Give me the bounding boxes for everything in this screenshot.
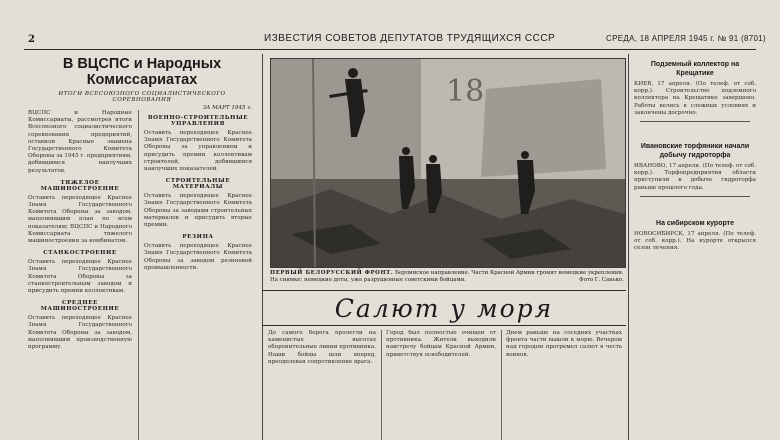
left-intro: ВЦСПС и Народные Комиссариаты, рассмотрев итоги Всесоюзного социалистического соревнования предприятий, оставили Красные знамена Государственного Комитета Обороны за 1945 г. предприятиям, добившимся наилучших результатов.: [28, 110, 133, 174]
divider: [640, 121, 750, 122]
left-section-heading: ТЯЖЕЛОЕ МАШИНОСТРОЕНИЕ: [40, 179, 120, 192]
right-text: НОВОСИБИРСК, 17 апреля. (По телеф. от соб. корр.). На курорте открылся сезон лечения.: [634, 230, 756, 252]
left-section-heading: СТАНКОСТРОЕНИЕ: [43, 250, 117, 257]
masthead-rule: [24, 49, 756, 50]
page-number: 2: [28, 34, 35, 45]
front-photo: [270, 58, 626, 268]
article-col-2: Город был полностью очищен от противника. Жители выходили навстречу бойцам Красной Армии, приветствуя освободителей.: [386, 330, 496, 358]
soldiers-ruins-photo: [271, 59, 625, 267]
photo-credit: Фото Г. Санько.: [579, 277, 624, 283]
column-rule: [381, 330, 382, 440]
masthead: [0, 30, 780, 50]
column-rule: [501, 330, 502, 440]
newspaper-title: ИЗВЕСТИЯ СОВЕТОВ ДЕПУТАТОВ ТРУДЯЩИХСЯ СССР: [264, 33, 556, 44]
left-section-heading: СРЕДНЕЕ МАШИНОСТРОЕНИЕ: [40, 300, 120, 313]
left-section-text: Оставить переходящее Красное Знамя Государственного Комитета Обороны за заводом, выполнившим производственную программу.: [28, 315, 132, 351]
left-kicker: ИТОГИ ВСЕСОЮЗНОГО СОЦИАЛИСТИЧЕСКОГО СОРЕВНОВАНИЯ: [58, 91, 226, 103]
article-col-1: До самого берега пролегли на каменистых высотах оборонительные линии противника. Наши бойцы шли вперед, преодолевая сопротивление врага.: [268, 330, 376, 365]
left-section-text: Оставить переходящее Красное Знамя Государственного Комитета Обороны за станкостроительным заводом и присудить премии коллективам.: [28, 259, 132, 295]
middle-section-text: Оставить переходящее Красное Знамя Государственного Комитета Обороны за заводом резиновой промышленности.: [144, 243, 252, 271]
left-date-line: ЗА МАРТ 1945 г.: [202, 105, 252, 111]
banner-rule: [262, 325, 626, 326]
caption-heading: ПЕРВЫЙ БЕЛОРУССКИЙ ФРОНТ.: [270, 270, 394, 276]
left-subcol-a: [28, 110, 132, 351]
issue-date: СРЕДА, 18 АПРЕЛЯ 1945 г. № 91 (8701): [606, 34, 766, 43]
column-rule: [628, 54, 629, 440]
middle-section-text: Оставить переходящее Красное Знамя Государственного Комитета Обороны за заводами строительных материалов и присудить вторые премии.: [144, 193, 252, 229]
article-banner: [262, 290, 626, 326]
left-heading-line1: В ВЦСПС и Народных: [62, 56, 222, 72]
article-col-3: Днем раньше на соседних участках фронта части вышли к морю. Вечером над городом прогремел салют в честь воинов.: [506, 330, 622, 358]
column-rule: [138, 110, 139, 440]
left-heading-line2: Комиссариатах: [86, 72, 198, 88]
divider: [640, 196, 750, 197]
right-column: [634, 58, 756, 440]
middle-section-text: Оставить переходящее Красное Знамя Государственного Комитета Обороны за управлением и присудить премии коллективам строителей, добившимся наилучших показателей.: [144, 130, 252, 173]
right-heading: Подземный коллектор на Крещатике: [650, 61, 740, 77]
wall-lettering: 18: [446, 74, 485, 109]
caption-text: Берлинское направление. Части Красной Армии громят немецкие укрепления. На снимке: немецкие доты, уже разрушенные советскими бойцами.: [270, 270, 624, 283]
left-subcol-b: [144, 110, 252, 272]
article-title: Салют у моря: [334, 294, 554, 323]
middle-section-heading: СТРОИТЕЛЬНЫЕ МАТЕРИАЛЫ: [165, 178, 231, 191]
right-text: ИВАНОВО, 17 апреля. (По телеф. от соб. корр.). Торфопредприятия области приступили к добыче гидроторфа раньше прошлого года.: [634, 163, 756, 191]
right-text: КИЕВ, 17 апреля. (По телеф. от соб. корр.). Строительство подземного коллектора на Крещатике завершено. Работы велись в сложных условиях и закончены досрочно.: [634, 81, 756, 116]
left-section-text: Оставить переходящее Красное Знамя Государственного Комитета Обороны за заводом, выполнившим план по всем показателям; ВЦСПС и Народного Комиссариата тяжелого машиностроения за комбинатом.: [28, 194, 132, 245]
left-column: [28, 56, 256, 440]
middle-section-heading: РЕЗИНА: [182, 234, 214, 241]
banner-rule: [262, 290, 626, 291]
right-heading: Ивановские торфяники начали добычу гидроторфа: [640, 143, 750, 160]
middle-section-heading: ВОЕННО-СТРОИТЕЛЬНЫЕ УПРАВЛЕНИЯ: [147, 115, 249, 127]
photo-caption: [270, 270, 624, 284]
right-heading: На сибирском курорте: [656, 219, 734, 227]
column-rule: [262, 54, 263, 440]
